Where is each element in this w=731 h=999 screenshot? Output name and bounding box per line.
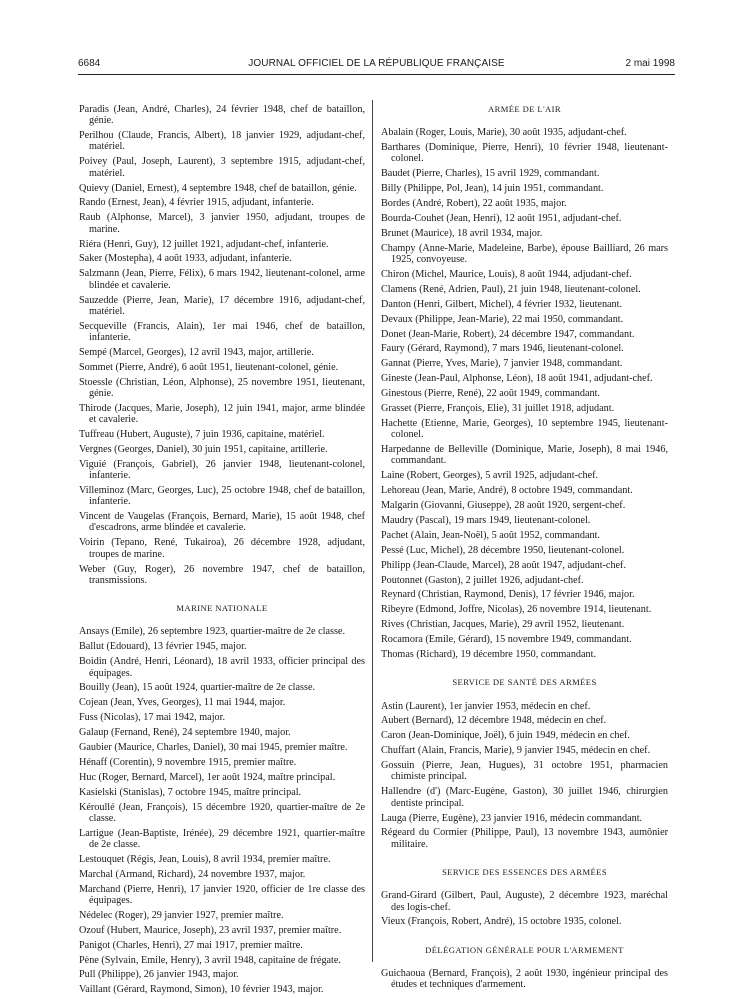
list-entry: Weber (Guy, Roger), 26 novembre 1947, chef de bataillon, transmissions. [79,563,365,586]
list-entry: Hachette (Etienne, Marie, Georges), 10 septembre 1945, lieutenant-colonel. [381,417,668,441]
list-entry: Sempé (Marcel, Georges), 12 avril 1943, major, artillerie. [79,346,314,358]
list-entry: Raub (Alphonse, Marcel), 3 janvier 1950, adjudant, troupes de marine. [79,212,365,235]
list-entry: Chiron (Michel, Maurice, Louis), 8 août 1944, adjudant-chef. [381,269,632,281]
list-entry: Gaubier (Maurice, Charles, Daniel), 30 mai 1945, premier maître. [79,741,348,753]
list-entry: Vaillant (Gérard, Raymond, Simon), 10 février 1943, major. [79,984,324,996]
list-entry: Gannat (Pierre, Yves, Marie), 7 janvier 1948, commandant. [381,358,623,370]
list-entry: Cojean (Jean, Yves, Georges), 11 mai 1944, major. [79,697,286,709]
list-entry: Rando (Ernest, Jean), 4 février 1915, adjudant, infanterie. [79,197,314,209]
page-header [78,58,675,72]
list-entry: Laine (Robert, Georges), 5 avril 1925, adjudant-chef. [381,470,599,482]
list-entry: Aubert (Bernard), 12 décembre 1948, médecin en chef. [381,715,607,727]
list-entry: Quievy (Daniel, Ernest), 4 septembre 1948, chef de bataillon, génie. [79,182,357,194]
list-entry: Danton (Henri, Gilbert, Michel), 4 février 1932, lieutenant. [381,298,623,310]
list-entry: Hénaff (Corentin), 9 novembre 1915, premier maître. [79,756,297,768]
list-entry: Ballut (Edouard), 13 février 1945, major. [79,641,247,653]
list-entry: Marchal (Armand, Richard), 24 novembre 1937, major. [79,868,306,880]
list-entry: Reynard (Christian, Raymond, Denis), 17 février 1946, major. [381,589,635,601]
list-entry: Barthares (Dominique, Pierre, Henri), 10 février 1948, lieutenant-colonel. [381,142,668,165]
list-entry: Devaux (Philippe, Jean-Marie), 22 mai 1950, commandant. [381,313,624,325]
list-entry: Kéroullé (Jean, François), 15 décembre 1920, quartier-maître de 2e classe. [79,801,365,824]
section-heading: MARINE NATIONALE [176,603,268,614]
section-heading: SERVICE DES ESSENCES DES ARMÉES [442,867,607,877]
list-entry: Faury (Gérard, Raymond), 7 mars 1946, lieutenant-colonel. [381,343,624,355]
list-entry: Galaup (Fernand, René), 24 septembre 1940, major. [79,727,291,739]
page-number: 6684 [78,58,101,69]
section-heading: ARMÉE DE L'AIR [487,104,562,114]
list-entry: Boidin (André, Henri, Léonard), 18 avril 1933, officier principal des équipages. [79,656,365,679]
list-entry: Perilhou (Claude, Francis, Albert), 18 janvier 1929, adjudant-chef, matériel. [79,130,365,153]
list-entry: Philipp (Jean-Claude, Marcel), 28 août 1947, adjudant-chef. [381,559,626,571]
list-entry: Vieux (François, Robert, André), 15 octobre 1935, colonel. [381,916,622,928]
list-entry: Lartigue (Jean-Baptiste, Irénée), 29 décembre 1921, quartier-maître de 2e classe. [79,827,365,851]
list-entry: Pull (Philippe), 26 janvier 1943, major. [79,969,239,981]
list-entry: Caron (Jean-Dominique, Joël), 6 juin 1949, médecin en chef. [381,730,630,742]
list-entry: Stoessle (Christian, Léon, Alphonse), 25 novembre 1951, lieutenant, génie. [79,376,365,399]
list-entry: Clamens (René, Adrien, Paul), 21 juin 1948, lieutenant-colonel. [381,283,641,295]
list-entry: Pachet (Alain, Jean-Noël), 5 août 1952, commandant. [381,529,600,541]
list-entry: Secqueville (Francis, Alain), 1er mai 1946, chef de bataillon, infanterie. [79,320,365,343]
list-entry: Paradis (Jean, André, Charles), 24 février 1948, chef de bataillon, génie. [79,104,365,127]
list-entry: Brunet (Maurice), 18 avril 1934, major. [381,227,543,239]
list-entry: Lehoreau (Jean, Marie, André), 8 octobre 1949, commandant. [381,485,633,497]
left-column [79,104,365,999]
list-entry: Poivey (Paul, Joseph, Laurent), 3 septembre 1915, adjudant-chef, matériel. [79,156,365,179]
list-entry: Riéra (Henri, Guy), 12 juillet 1921, adjudant-chef, infanterie. [79,238,329,250]
list-entry: Champy (Anne-Marie, Madeleine, Barbe), épouse Bailliard, 26 mars 1925, convoyeuse. [381,242,668,266]
list-entry: Ribeyre (Edmond, Joffre, Nicolas), 26 novembre 1914, lieutenant. [381,604,652,616]
list-entry: Donet (Jean-Marie, Robert), 24 décembre 1947, commandant. [381,328,635,340]
list-entry: Harpedanne de Belleville (Dominique, Marie, Joseph), 8 mai 1946, commandant. [381,444,668,467]
list-entry: Panigot (Charles, Henri), 27 mai 1917, premier maître. [79,939,303,951]
list-entry: Vincent de Vaugelas (François, Bernard, Marie), 15 août 1948, chef d'escadrons, arme blindée et cavalerie. [79,511,365,534]
list-entry: Bouilly (Jean), 15 août 1924, quartier-maître de 2e classe. [79,682,316,694]
list-entry: Abalain (Roger, Louis, Marie), 30 août 1935, adjudant-chef. [381,127,627,139]
list-entry: Voirin (Tepano, René, Tukairoa), 26 décembre 1928, adjudant, troupes de marine. [79,537,365,560]
list-entry: Bourda-Couhet (Jean, Henri), 12 août 1951, adjudant-chef. [381,213,622,225]
list-entry: Bordes (André, Robert), 22 août 1935, major. [381,198,567,210]
list-entry: Gossuin (Pierre, Jean, Hugues), 31 octobre 1951, pharmacien chimiste principal. [381,760,668,783]
list-entry: Ginestous (Pierre, René), 22 août 1949, commandant. [381,388,600,400]
list-entry: Régeard du Cormier (Philippe, Paul), 13 novembre 1943, aumônier militaire. [381,827,668,850]
list-entry: Vergnes (Georges, Daniel), 30 juin 1951, capitaine, artillerie. [79,443,328,455]
list-entry: Gineste (Jean-Paul, Alphonse, Léon), 18 août 1941, adjudant-chef. [381,373,653,385]
section-heading: DÉLÉGATION GÉNÉRALE POUR L'ARMEMENT [425,944,624,955]
list-entry: Viguié (François, Gabriel), 26 janvier 1948, lieutenant-colonel, infanterie. [79,458,365,482]
list-entry: Marchand (Pierre, Henri), 17 janvier 1920, officier de 1re classe des équipages. [79,883,365,906]
list-entry: Rocamora (Emile, Gérard), 15 novembre 1949, commandant. [381,634,632,646]
list-entry: Grasset (Pierre, François, Elie), 31 juillet 1918, adjudant. [381,403,615,415]
list-entry: Hallendre (d') (Marc-Eugène, Gaston), 30 juillet 1946, chirurgien dentiste principal. [381,786,668,809]
list-entry: Thomas (Richard), 19 décembre 1950, commandant. [381,648,597,660]
issue-date: 2 mai 1998 [625,58,675,69]
list-entry: Huc (Roger, Bernard, Marcel), 1er août 1924, maître principal. [79,771,336,783]
list-entry: Poutonnet (Gaston), 2 juillet 1926, adjudant-chef. [381,574,584,586]
list-entry: Grand-Girard (Gilbert, Paul, Auguste), 2 décembre 1923, maréchal des logis-chef. [381,890,668,913]
list-entry: Baudet (Pierre, Charles), 15 avril 1929, commandant. [381,168,600,180]
list-entry: Rives (Christian, Jacques, Marie), 29 avril 1952, lieutenant. [381,619,625,631]
list-entry: Billy (Philippe, Pol, Jean), 14 juin 1951, commandant. [381,183,604,195]
list-entry: Pène (Sylvain, Emile, Henry), 3 avril 1948, capitaine de frégate. [79,954,341,966]
list-entry: Thirode (Jacques, Marie, Joseph), 12 juin 1941, major, arme blindée et cavalerie. [79,402,365,426]
column-divider [372,100,373,962]
list-entry: Sauzedde (Pierre, Jean, Marie), 17 décembre 1916, adjudant-chef, matériel. [79,294,365,317]
list-entry: Nédelec (Roger), 29 janvier 1927, premier maître. [79,909,284,921]
list-entry: Astin (Laurent), 1er janvier 1953, médecin en chef. [381,700,591,712]
journal-title: JOURNAL OFFICIEL DE LA RÉPUBLIQUE FRANÇAISE [248,58,505,69]
list-entry: Saker (Mostepha), 4 août 1933, adjudant, infanterie. [79,253,292,265]
list-entry: Ansays (Emile), 26 septembre 1923, quartier-maître de 2e classe. [79,626,345,638]
list-entry: Sommet (Pierre, André), 6 août 1951, lieutenant-colonel, génie. [79,361,339,373]
list-entry: Chuffart (Alain, Francis, Marie), 9 janvier 1945, médecin en chef. [381,745,651,757]
list-entry: Salzmann (Jean, Pierre, Félix), 6 mars 1942, lieutenant-colonel, arme blindée et cavalerie. [79,268,365,291]
section-heading: SERVICE DE SANTÉ DES ARMÉES [452,677,597,688]
list-entry: Ozouf (Hubert, Maurice, Joseph), 23 avril 1937, premier maître. [79,924,342,936]
list-entry: Tuffreau (Hubert, Auguste), 7 juin 1936, capitaine, matériel. [79,429,325,441]
list-entry: Kasielski (Stanislas), 7 octobre 1945, maître principal. [79,786,302,798]
list-entry: Fuss (Nicolas), 17 mai 1942, major. [79,712,226,724]
list-entry: Malgarin (Giovanni, Giuseppe), 28 août 1920, sergent-chef. [381,500,626,512]
right-column [381,104,668,994]
list-entry: Pessé (Luc, Michel), 28 décembre 1950, lieutenant-colonel. [381,544,625,556]
header-rule [78,74,675,75]
list-entry: Lestouquet (Régis, Jean, Louis), 8 avril 1934, premier maître. [79,853,331,865]
list-entry: Lauga (Pierre, Eugène), 23 janvier 1916, médecin commandant. [381,812,643,824]
list-entry: Villeminoz (Marc, Georges, Luc), 25 octobre 1948, chef de bataillon, infanterie. [79,485,365,508]
list-entry: Guichaoua (Bernard, François), 2 août 1930, ingénieur principal des études et techniques d'armement. [381,968,668,991]
list-entry: Maudry (Pascal), 19 mars 1949, lieutenant-colonel. [381,514,591,526]
